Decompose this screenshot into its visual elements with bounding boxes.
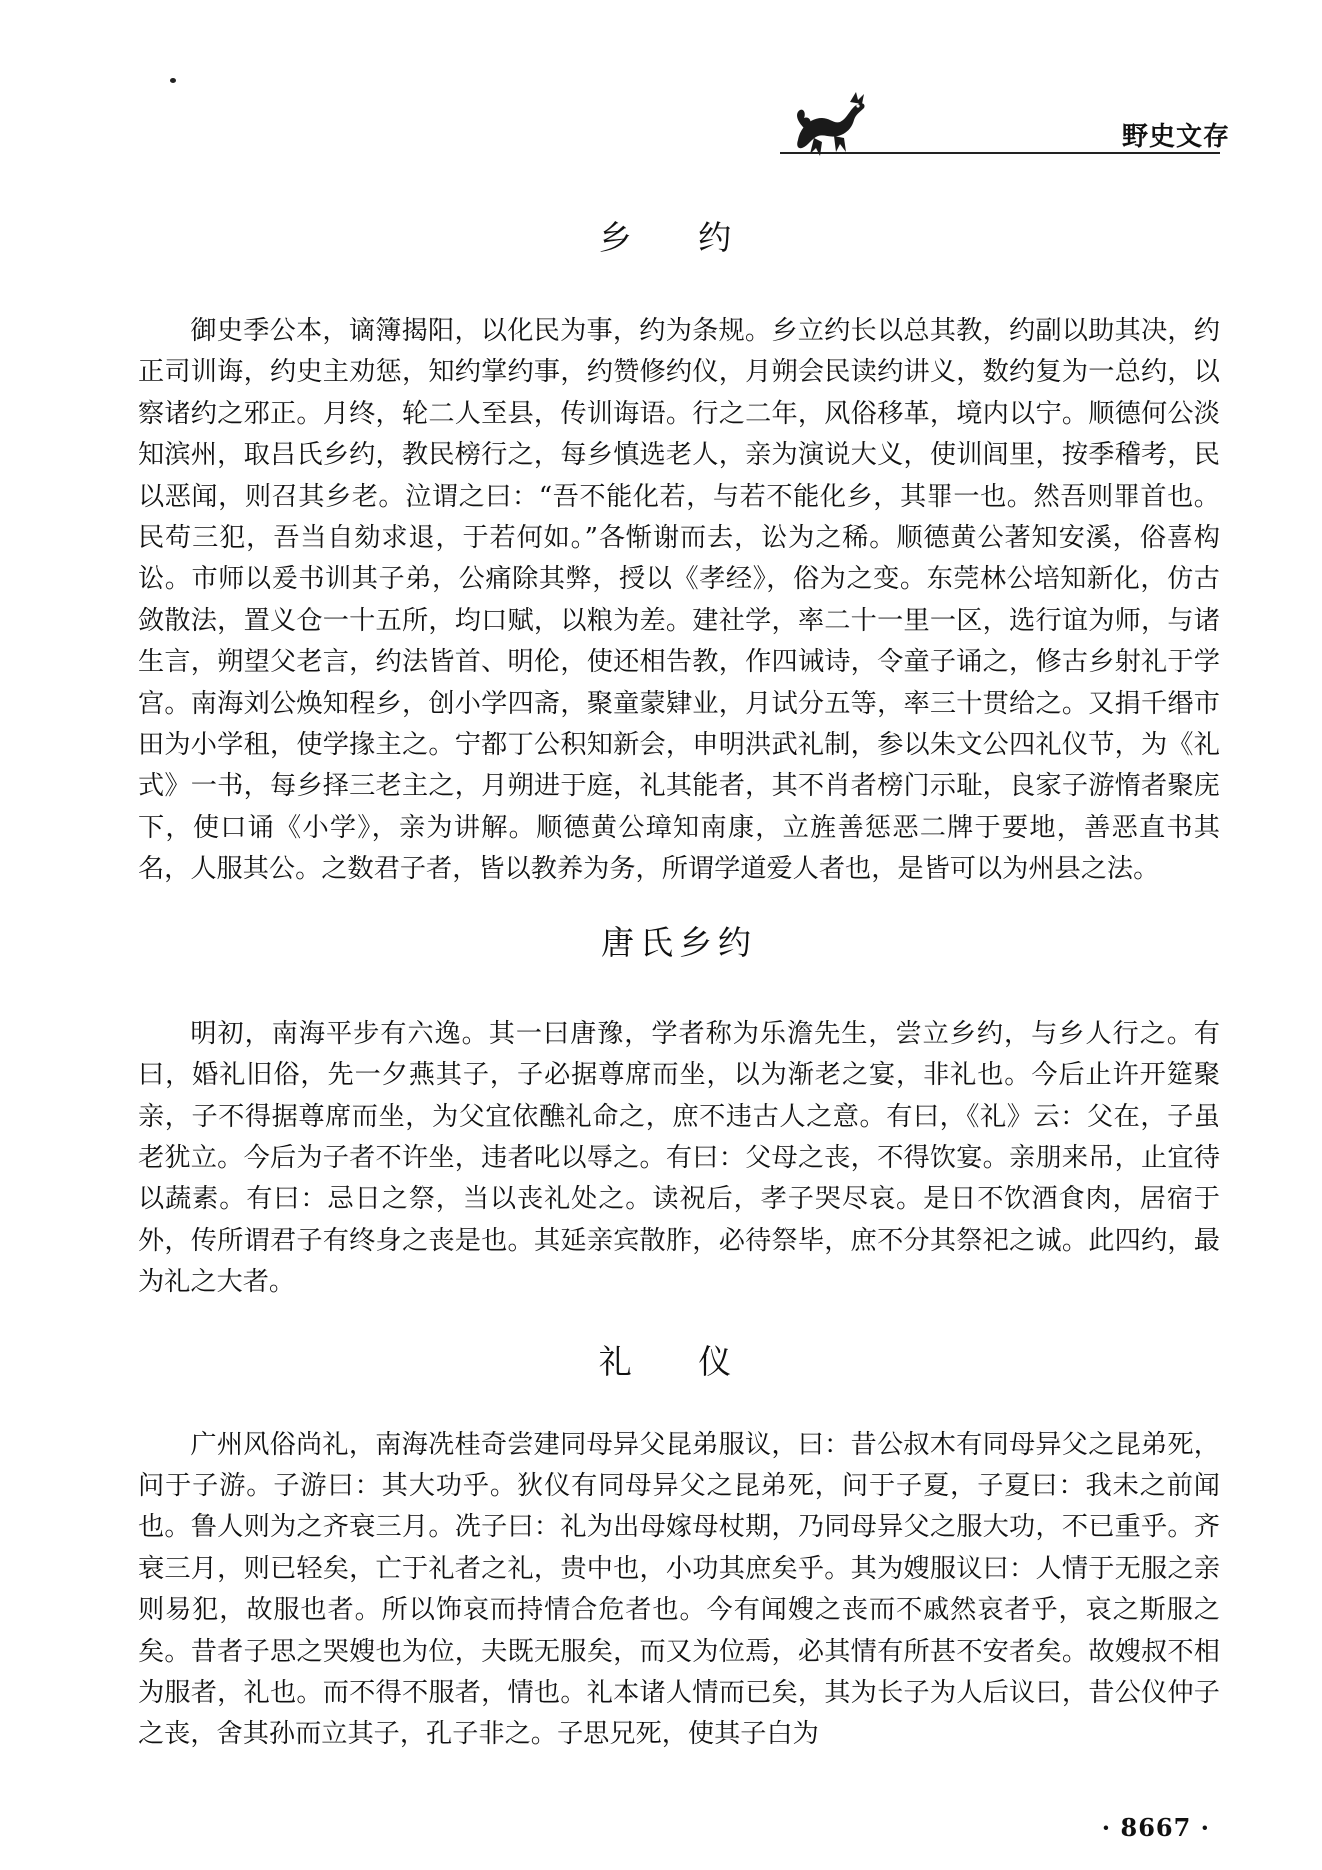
section-body-liyi: 广州风俗尚礼，南海冼桂奇尝建同母异父昆弟服议，曰：昔公叔木有同母异父之昆弟死，问于子游。子游曰：其大功乎。狄仪有同母异父之昆弟死，问于子夏，子夏曰：我未之前闻也。鲁人则为之齐衰三月。冼子曰：礼为出母嫁母杖期，乃同母异父之服大功，不已重乎。齐衰三月，则已轻矣，亡于礼者之礼，贵中也，小功其庶矣乎。其为嫂服议曰：人情于无服之亲则易犯，故服也者。所以饰哀而持情合危者也。今有闻嫂之丧而不戚然哀者乎，哀之斯服之矣。昔者子思之哭嫂也为位，夫既无服矣，而又为位焉，必其情有所甚不安者矣。故嫂叔不相为服者，礼也。而不得不服者，情也。礼本诸人情而已矣，其为长子为人后议曰，昔公仪仲子之丧，舍其孙而立其子，孔子非之。子思兄死，使其子白为	[138, 1429, 1220, 1750]
page-content	[138, 210, 1220, 1756]
section-title-xiangyue: 乡 约	[598, 218, 760, 257]
section-body-tangshi-xiangyue: 明初，南海平步有六逸。其一曰唐豫，学者称为乐澹先生，尝立乡约，与乡人行之。有曰，婚礼旧俗，先一夕燕其子，子必据尊席而坐，以为渐老之宴，非礼也。今后止许开筵聚亲，子不得据尊席而坐，为父宜依醮礼命之，庶不违古人之意。有曰，《礼》云：父在，子虽老犹立。今后为子者不许坐，违者叱以辱之。有曰：父母之丧，不得饮宴。亲朋来吊，止宜待以蔬素。有曰：忌日之祭，当以丧礼处之。读祝后，孝子哭尽哀。是日不饮酒食肉，居宿于外，传所谓君子有终身之丧是也。其延亲宾散胙，必待祭毕，庶不分其祭祀之诚。此四约，最为礼之大者。	[138, 1018, 1220, 1298]
section-title-liyi: 礼 仪	[598, 1341, 760, 1381]
section-body-xiangyue: 御史季公本，谪簿揭阳，以化民为事，约为条规。乡立约长以总其教，约副以助其决，约正司训诲，约史主劝惩，知约掌约事，约赞修约仪，月朔会民读约讲义，数约复为一总约，以察诸约之邪正。月终，轮二人至县，传训诲语。行之二年，风俗移革，境内以宁。顺德何公淡知滨州，取吕氏乡约，教民榜行之，每乡慎选老人，亲为演说大义，使训闾里，按季稽考，民以恶闻，则召其乡老。泣谓之曰：“吾不能化若，与若不能化乡，其罪一也。然吾则罪首也。民苟三犯，吾当自劾求退，于若何如。”各惭谢而去，讼为之稀。顺德黄公著知安溪，俗喜构讼。市师以爰书训其子弟，公痛除其弊，授以《孝经》，俗为之变。东莞林公培知新化，仿古敛散法，置义仓一十五所，均口赋，以粮为差。建社学，率二十一里一区，选行谊为师，与诸生言，朔望父老言，约法皆首、明伦，使还相告教，作四诫诗，令童子诵之，修古乡射礼于学宫。南海刘公焕知程乡，创小学四斋，聚童蒙肄业，月试分五等，率三十贯给之。又捐千缗市田为小学租，使学掾主之。宁都丁公积知新会，申明洪武礼制，参以朱文公四礼仪节，为《礼式》一书，每乡择三老主之，月朔进于庭，礼其能者，其不肖者榜门示耻，良家子游惰者聚庑下，使口诵《小学》，亲为讲解。顺德黄公璋知南康，立旌善惩恶二牌于要地，善恶直书其名，人服其公。之数君子者，皆以教养为务，所谓学道爱人者也，是皆可以为州县之法。	[138, 316, 1220, 885]
page-number: · 8667 ·	[1101, 1813, 1210, 1842]
scan-speck	[170, 78, 176, 83]
dragon-logo-icon	[790, 88, 872, 158]
running-header-title: 野史文存	[1121, 122, 1230, 152]
header-rule	[780, 152, 1220, 154]
section-title-tangshi-xiangyue: 唐氏乡约	[601, 922, 757, 962]
